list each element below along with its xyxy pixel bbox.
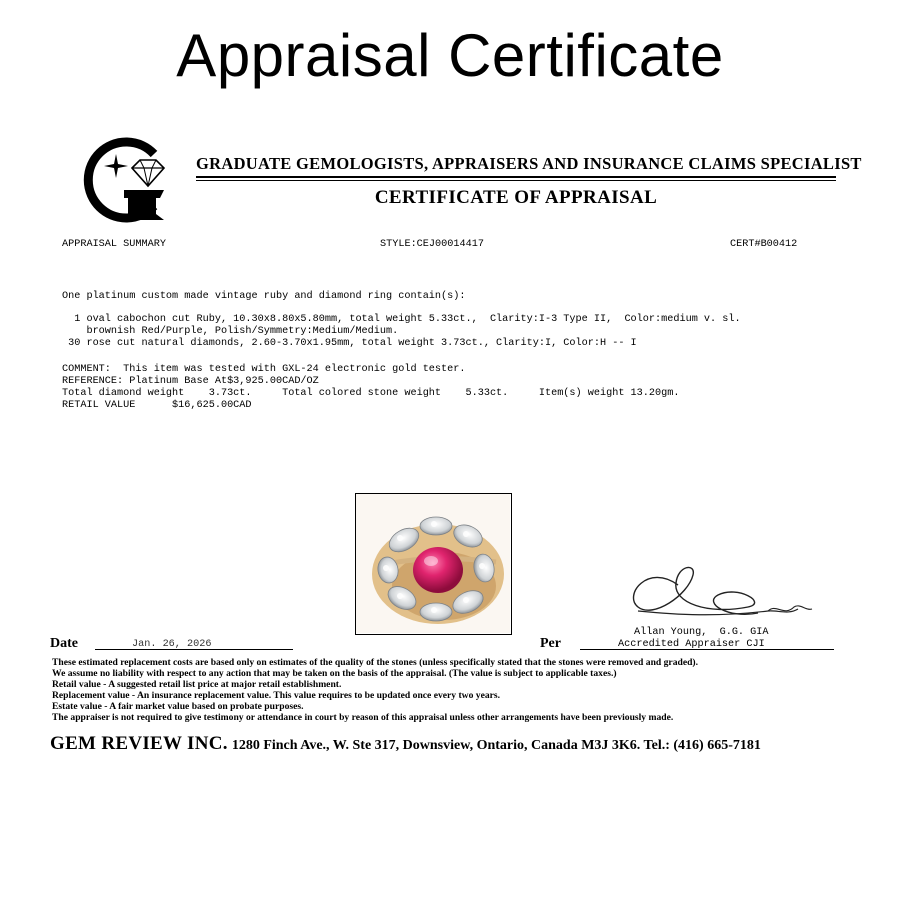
appraiser-name: Allan Young, G.G. GIA [634, 627, 769, 638]
description-intro: One platinum custom made vintage ruby and diamond ring contain(s): [62, 291, 466, 302]
disclaimer-line: Estate value - A fair market value based on probate purposes. [52, 701, 304, 712]
disclaimer-line: Replacement value - An insurance replacement value. This value requires to be updated once every two years. [52, 690, 501, 701]
organization-name: GRADUATE GEMOLOGISTS, APPRAISERS AND INSURANCE CLAIMS SPECIALIST [196, 154, 862, 173]
comment-line: COMMENT: This item was tested with GXL-24 electronic gold tester. [62, 364, 466, 375]
description-line: 30 rose cut natural diamonds, 2.60-3.70x1.95mm, total weight 3.73ct., Clarity:I, Color:H -- I [62, 338, 637, 349]
disclaimer-line: These estimated replacement costs are based only on estimates of the quality of the stones (unless specifically stated that the stones were removed and graded). [52, 657, 699, 668]
appraiser-title: Accredited Appraiser CJI [618, 639, 765, 650]
reference-line: REFERENCE: Platinum Base At$3,925.00CAD/OZ [62, 376, 319, 387]
page-title: Appraisal Certificate [176, 22, 724, 89]
header-divider [196, 176, 836, 178]
disclaimer-line: We assume no liability with respect to any action that may be taken on the basis of the appraisal. (The value is subject to applicable taxes.) [52, 668, 617, 679]
ring-photo [355, 493, 512, 635]
summary-label: APPRAISAL SUMMARY [62, 239, 166, 250]
weights-line: Total diamond weight 3.73ct. Total colored stone weight 5.33ct. Item(s) weight 13.20gm. [62, 388, 680, 399]
retail-value-line: RETAIL VALUE $16,625.00CAD [62, 400, 252, 411]
per-label: Per [540, 636, 561, 651]
footer [50, 733, 761, 755]
disclaimer-line: Retail value - A suggested retail list price at major retail establishment. [52, 679, 342, 690]
date-label: Date [50, 636, 78, 651]
appraiser-signature [618, 555, 818, 633]
certificate-title: CERTIFICATE OF APPRAISAL [374, 187, 658, 208]
date-value: Jan. 26, 2026 [132, 639, 212, 650]
header-divider-thin [196, 180, 836, 181]
description-line: 1 oval cabochon cut Ruby, 10.30x8.80x5.80mm, total weight 5.33ct., Clarity:I-3 Type II, Color:medium v. sl. [62, 314, 741, 325]
disclaimer-line: The appraiser is not required to give testimony or attendance in court by reason of this appraisal unless other arrangements have been previously made. [52, 712, 674, 723]
gem-logo-icon [80, 132, 172, 228]
company-address: 1280 Finch Ave., W. Ste 317, Downsview, Ontario, Canada M3J 3K6. Tel.: (416) 665-7181 [231, 738, 761, 753]
cert-number: CERT#B00412 [730, 239, 798, 250]
style-number: STYLE:CEJ00014417 [380, 239, 484, 250]
company-name: GEM REVIEW INC. [50, 733, 228, 754]
ring-image [356, 494, 510, 633]
description-line: brownish Red/Purple, Polish/Symmetry:Medium/Medium. [62, 326, 399, 337]
